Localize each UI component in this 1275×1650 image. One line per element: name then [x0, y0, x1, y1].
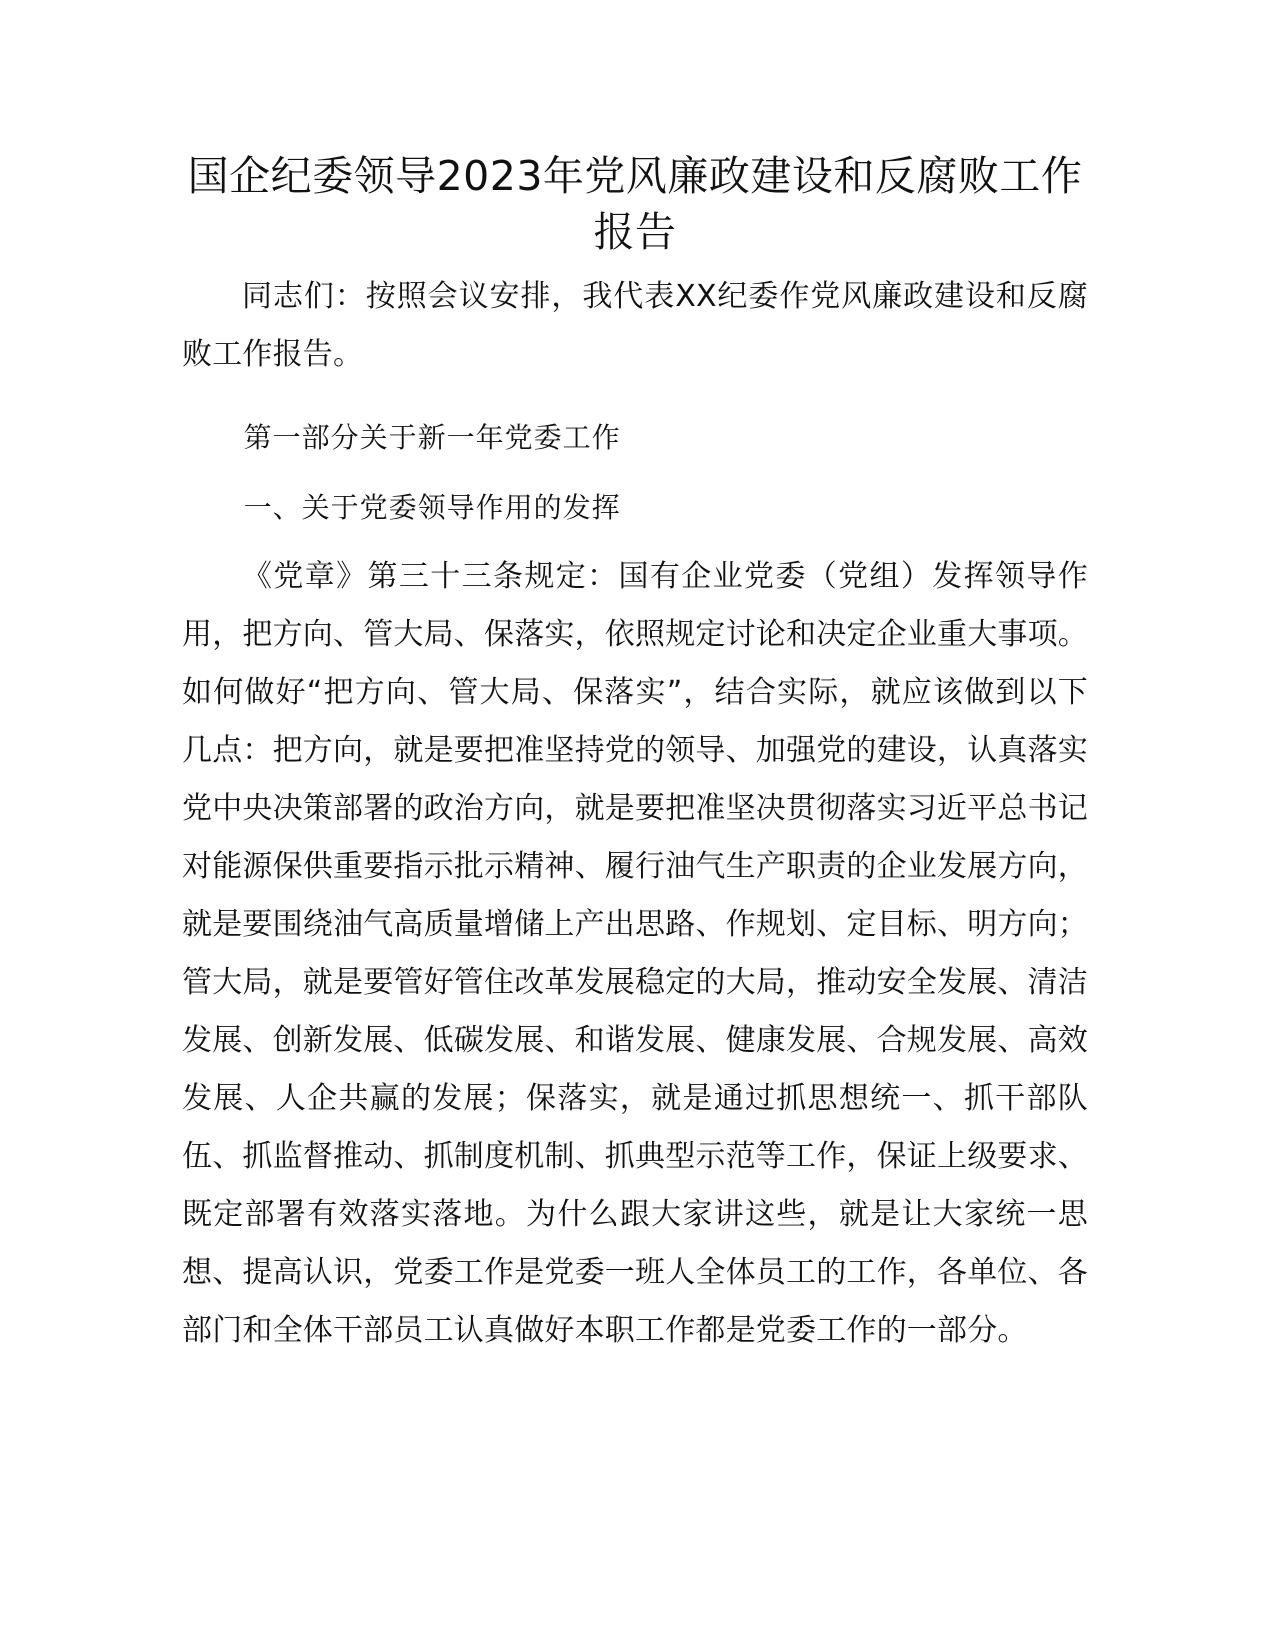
body-paragraph: 《党章》第三十三条规定：国有企业党委（党组）发挥领导作用，把方向、管大局、保落实，依照规定讨论和决定企业重大事项。如何做好“把方向、管大局、保落实”，结合实际，就应该做到以下几点：把方向，就是要把准坚持党的领导、加强党的建设，认真落实党中央决策部署的政治方向，就是要把准坚决贯彻落实习近平总书记对能源保供重要指示批示精神、履行油气生产职责的企业发展方向，就是要围绕油气高质量增储上产出思路、作规划、定目标、明方向；管大局，就是要管好管住改革发展稳定的大局，推动安全发展、清洁发展、创新发展、低碳发展、和谐发展、健康发展、合规发展、高效发展、人企共赢的发展；保落实，就是通过抓思想统一、抓干部队伍、抓监督推动、抓制度机制、抓典型示范等工作，保证上级要求、既定部署有效落实落地。为什么跟大家讲这些，就是让大家统一思想、提高认识，党委工作是党委一班人全体员工的工作，各单位、各部门和全体干部员工认真做好本职工作都是党委工作的一部分。: [182, 559, 1088, 1348]
greeting-paragraph: 同志们：按照会议安排，我代表XX纪委作党风廉政建设和反腐败工作报告。: [182, 279, 1088, 372]
part-heading: 第一部分关于新一年党委工作: [243, 421, 621, 454]
document-page: [182, 148, 1088, 1360]
document-title: 国企纪委领导2023年党风廉政建设和反腐败工作报告: [187, 152, 1083, 256]
section-heading: 一、关于党委领导作用的发挥: [243, 491, 621, 524]
